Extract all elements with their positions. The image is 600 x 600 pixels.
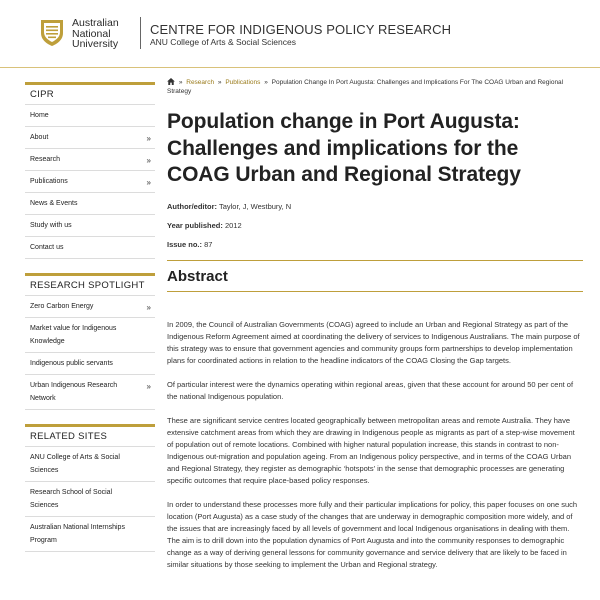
abstract-paragraph-1: In 2009, the Council of Australian Governments (COAG) agreed to include an Urban and Regional Strategy as part of the Indigenous Reform Agreement aimed at coordinating the delivery of services to Indigenous Australians. The main purpose of this strategy was to ensure that government agencies and community groups form partnerships to develop implementation plans for coordinated actions in relation to the headline indicators of the COAG Closing the Gap targets. xyxy=(167,319,580,365)
site-subtitle[interactable]: ANU College of Arts & Social Sciences xyxy=(150,37,296,47)
issue-meta xyxy=(167,240,583,250)
sidebar-item-publications[interactable] xyxy=(25,171,155,193)
sidebar-cipr-block xyxy=(25,82,155,259)
sidebar-item-rsss[interactable] xyxy=(25,482,155,517)
abstract-heading: Abstract xyxy=(167,267,228,285)
breadcrumb xyxy=(167,78,583,96)
year-value: 2012 xyxy=(224,220,242,230)
anu-crest-icon xyxy=(40,19,64,47)
expand-arrow-icon[interactable]: » xyxy=(146,156,151,165)
expand-arrow-icon[interactable]: » xyxy=(146,178,151,187)
university-name-line-3: University xyxy=(72,38,119,50)
sidebar xyxy=(25,82,155,566)
expand-arrow-icon[interactable]: » xyxy=(146,303,151,312)
sidebar-item-label: Contact us xyxy=(30,244,64,251)
sidebar-item-label: About xyxy=(30,134,49,141)
sidebar-item-anu-college[interactable] xyxy=(25,447,155,482)
year-meta xyxy=(167,221,583,231)
sidebar-item-research[interactable] xyxy=(25,149,155,171)
year-label: Year published: xyxy=(167,220,223,230)
sidebar-item-zero-carbon[interactable] xyxy=(25,296,155,318)
breadcrumb-separator: » xyxy=(264,79,268,86)
issue-label: Issue no.: xyxy=(167,239,203,249)
sidebar-item-label: News & Events xyxy=(30,200,78,207)
university-name-line-2: National xyxy=(72,27,111,40)
sidebar-item-label: Indigenous public servants xyxy=(30,360,113,367)
main-content xyxy=(167,78,583,571)
sidebar-heading-related: RELATED SITES xyxy=(25,427,155,447)
issue-value: 87 xyxy=(204,239,213,249)
expand-arrow-icon[interactable]: » xyxy=(146,134,151,143)
sidebar-heading-spotlight: RESEARCH SPOTLIGHT xyxy=(25,276,155,296)
sidebar-item-label: Home xyxy=(30,112,49,119)
sidebar-item-news-events[interactable] xyxy=(25,193,155,215)
sidebar-item-label: Market value for Indigenous Knowledge xyxy=(30,325,117,345)
sidebar-item-home[interactable] xyxy=(25,105,155,127)
breadcrumb-current: Population Change In Port Augusta: Challenges and Implications For The COAG Urban and Regional Strategy xyxy=(167,79,564,95)
sidebar-item-label: Australian National Internships Program xyxy=(30,524,125,544)
page-title: Population change in Port Augusta: Challenges and implications for the COAG Urban and Regional Strategy xyxy=(167,110,521,186)
sidebar-item-label: Research School of Social Sciences xyxy=(30,489,113,509)
sidebar-item-contact[interactable] xyxy=(25,237,155,259)
expand-arrow-icon[interactable]: » xyxy=(146,382,151,391)
sidebar-heading-cipr: CIPR xyxy=(25,85,155,105)
sidebar-item-label: Publications xyxy=(30,178,68,185)
breadcrumb-separator: » xyxy=(178,79,183,86)
sidebar-item-public-servants[interactable] xyxy=(25,353,155,375)
university-name xyxy=(72,18,119,50)
anu-logo[interactable] xyxy=(40,18,150,52)
breadcrumb-research-link[interactable]: Research xyxy=(186,79,215,86)
header-divider xyxy=(140,17,141,49)
university-name-line-1: Australian xyxy=(72,17,119,29)
sidebar-item-about[interactable] xyxy=(25,127,155,149)
breadcrumb-separator: » xyxy=(217,79,222,86)
home-icon[interactable] xyxy=(167,78,175,85)
site-title[interactable]: CENTRE FOR INDIGENOUS POLICY RESEARCH xyxy=(150,22,452,37)
section-divider xyxy=(167,291,583,292)
sidebar-item-label: Urban Indigenous Research Network xyxy=(30,382,118,402)
section-divider xyxy=(167,260,583,261)
author-value: Taylor, J, Westbury, N xyxy=(218,201,292,211)
author-label: Author/editor: xyxy=(167,201,217,211)
sidebar-item-internships[interactable] xyxy=(25,517,155,552)
sidebar-item-label: ANU College of Arts & Social Sciences xyxy=(30,454,120,474)
abstract-paragraph-2: Of particular interest were the dynamics operating within regional areas, given that these account for around 50 per cent of the national Indigenous population. xyxy=(167,379,574,401)
sidebar-item-study[interactable] xyxy=(25,215,155,237)
abstract-paragraph-4: In order to understand these processes more fully and their particular implications for policy, this paper focuses on one such location (Port Augusta) as a case study of the changes that are underway in demographic composition more widely, and of the issues that are increasingly faced by all levels of government and local Indigenous organisations in dealing with them. The aim is to drill down into the population dynamics of Port Augusta and into the community responses to demographic change as a way of deriving general lessons for community governance and service delivery that are likely to be faced in similar situations by those seeking to implement the Urban and Regional strategy. xyxy=(167,499,578,569)
sidebar-item-label: Study with us xyxy=(30,222,72,229)
site-header xyxy=(0,0,600,68)
sidebar-item-label: Zero Carbon Energy xyxy=(30,303,94,310)
sidebar-item-urban-network[interactable] xyxy=(25,375,155,410)
sidebar-spotlight-block xyxy=(25,273,155,410)
sidebar-related-block xyxy=(25,424,155,552)
author-meta xyxy=(167,202,583,212)
breadcrumb-publications-link[interactable]: Publications xyxy=(225,79,261,86)
sidebar-item-market-value[interactable] xyxy=(25,318,155,353)
abstract-paragraph-3: These are significant service centres located geographically between metropolitan areas and remote Australia. They have extensive catchment areas from which they are drawing in Indigenous people as migrants as part of a step-wise movement of population out of remote locations. Combined with higher natural population increase, this stands in contrast to non-Indigenous out-migration and population ageing. From an Indigenous policy perspective, and in terms of the COAG Urban and Regional Strategy, they register as demographic ‘hotspots’ in the sense that demographic processes are generating specific outcomes that require place-based policy responses. xyxy=(167,415,575,485)
sidebar-item-label: Research xyxy=(30,156,60,163)
